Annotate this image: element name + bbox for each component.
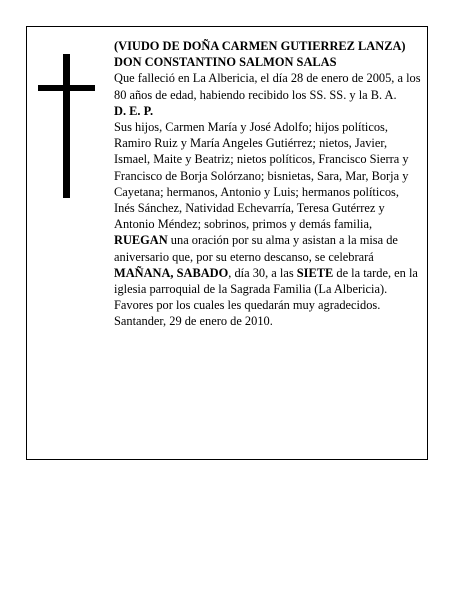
widower-of-line: (VIUDO DE DOÑA CARMEN GUTIERREZ LANZA)	[114, 39, 406, 53]
death-info: Que falleció en La Albericia, el día 28 de enero de 2005, a los 80 años de edad, habiendo recibido los SS. SS. y la B. A.	[114, 71, 421, 102]
obituary-text	[114, 38, 422, 330]
mass-day: MAÑANA, SABADO	[114, 265, 229, 280]
cross-icon-bar	[38, 85, 95, 91]
ruegan-word: RUEGAN	[114, 233, 168, 248]
cross-icon	[63, 54, 70, 198]
mass-hour: SIETE	[296, 265, 334, 280]
family-list: Sus hijos, Carmen María y José Adolfo; hijos políticos, Ramiro Ruiz y María Angeles Gutiérrez; nietos, Javier, Ismael, Maite y Beatriz; nietos políticos, Francisco Sierra y Francisco de Borja Solórzano; bisnietas, Sara, Mar, Borja y Cayetana; hermanos, Antonio y Luis; hermanos políticos, Inés Sánchez, Natividad Echevarría, Teresa Gutérrez y Antonio Méndez; sobrinos, primos y demás familia,	[114, 120, 409, 232]
mass-request-text-2: , día 30, a las	[228, 265, 297, 280]
mass-request-text-1: una oración por su alma y asistan a la misa de aniversario que, por su eterno descanso, se celebrará	[114, 233, 398, 264]
mass-request	[114, 232, 422, 313]
deceased-name: DON CONSTANTINO SALMON SALAS	[114, 55, 337, 70]
mass-request-text-3: de la tarde, en la iglesia parroquial de la Sagrada Familia (La Albericia). Favores por los cuales les quedarán muy agradecidos.	[114, 265, 418, 313]
place-date-signoff: Santander, 29 de enero de 2010.	[114, 314, 273, 329]
dep-line: D. E. P.	[114, 103, 154, 118]
